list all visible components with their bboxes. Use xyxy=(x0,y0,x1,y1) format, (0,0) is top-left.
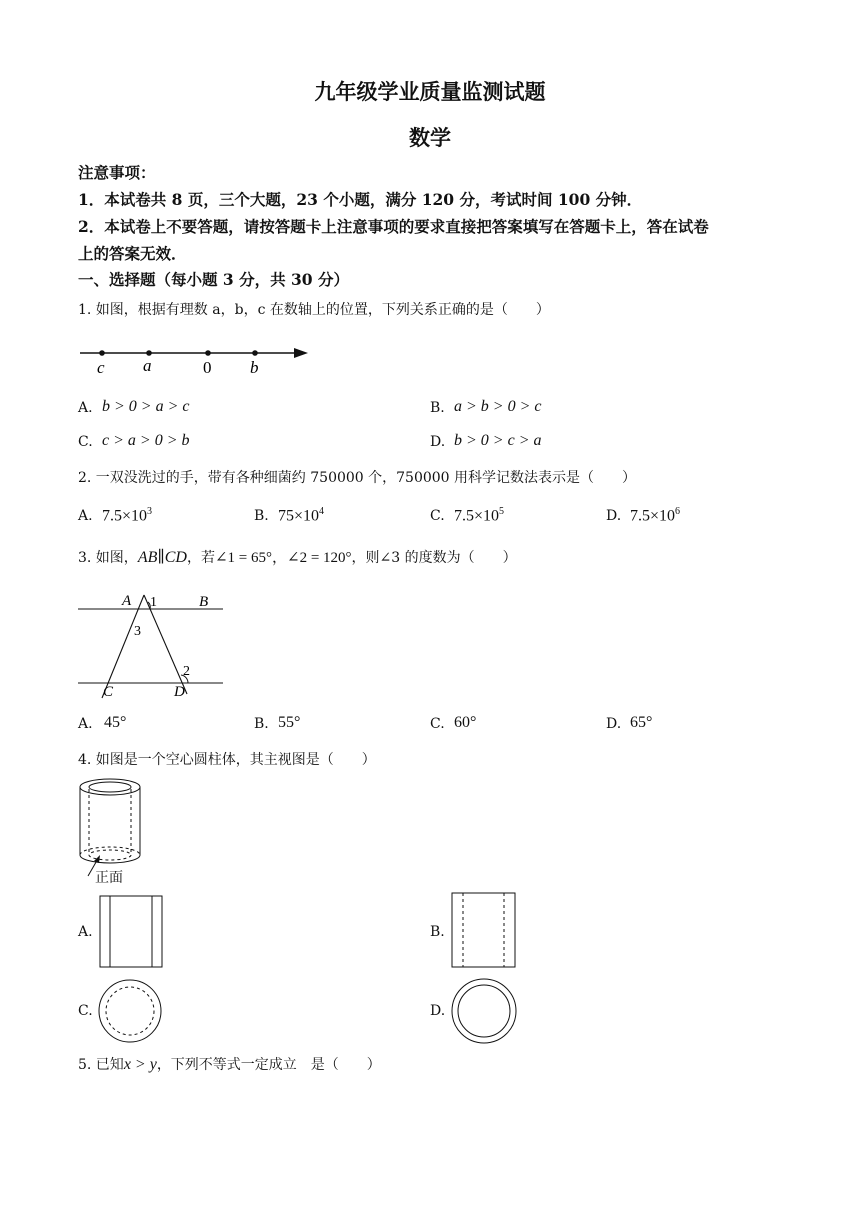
q2-option-d-text: $7.5\times 10^6$ xyxy=(630,506,681,525)
axis-label-zero: 0 xyxy=(203,358,212,377)
option-c-outer-circle xyxy=(99,980,161,1042)
q4-option-d-figure xyxy=(450,978,520,1046)
q1-stem: 1. 如图，根据有理数 a，b，c 在数轴上的位置，下列关系正确的是（ ） xyxy=(78,302,550,318)
q3-option-b-label: B. xyxy=(254,716,269,732)
q4-option-a-label: A. xyxy=(78,924,93,940)
section-heading: 一、选择题（每小题 3 分，共 30 分） xyxy=(78,270,349,289)
q4-option-d-label: D. xyxy=(430,1003,446,1019)
q1-option-c-text: c > a > 0 > b xyxy=(102,432,190,449)
option-d-inner-circle xyxy=(458,985,510,1037)
q2-stem: 2. 一双没洗过的手，带有各种细菌约 750000 个，750000 用科学记数法表示是（ ） xyxy=(78,470,637,486)
q1-option-d-text: b > 0 > c > a xyxy=(454,432,542,449)
q2-option-b-label: B. xyxy=(254,508,269,524)
notice-heading: 注意事项： xyxy=(78,163,156,182)
option-b-outer-rect xyxy=(452,893,515,967)
q3-option-c-label: C. xyxy=(430,716,445,732)
q1-option-a-text: b > 0 > a > c xyxy=(102,398,190,415)
option-c-inner-dashed-circle xyxy=(106,987,154,1035)
q2-option-d-label: D. xyxy=(606,508,622,524)
q3-stem-math1: AB∥CD xyxy=(137,549,187,566)
q4-option-c-figure xyxy=(97,978,165,1046)
cylinder-bottom-inner xyxy=(89,850,131,860)
q3-option-a-text: 45° xyxy=(104,714,127,731)
front-view-label: 正面 xyxy=(95,870,123,886)
point-b xyxy=(252,350,258,356)
label-b: B xyxy=(199,594,209,610)
notice-item-1: 1．本试卷共 8 页，三个大题，23 个小题，满分 120 分，考试时间 100 分钟． xyxy=(78,190,643,209)
q4-option-c-label: C. xyxy=(78,1003,93,1019)
q2-option-a-exp: 3 xyxy=(147,506,153,517)
label-1: 1 xyxy=(150,595,157,610)
point-c xyxy=(99,350,105,356)
q3-option-d-text: 65° xyxy=(630,714,653,731)
q5-stem-prefix: 5. 已知 xyxy=(78,1057,124,1073)
q3-parallel-lines-figure xyxy=(78,588,238,703)
q1-option-b-text: a > b > 0 > c xyxy=(454,398,542,415)
q3-option-b-text: 55° xyxy=(278,714,301,731)
q2-option-b-exp: 4 xyxy=(319,506,325,517)
q3-option-a-label: A. xyxy=(78,716,93,732)
q4-stem: 4. 如图是一个空心圆柱体，其主视图是（ ） xyxy=(78,752,376,768)
q1-number-line xyxy=(78,340,318,380)
label-3: 3 xyxy=(134,624,141,639)
q4-option-a-figure xyxy=(98,895,166,970)
q3-stem xyxy=(78,546,517,567)
axis-label-a: a xyxy=(143,356,152,375)
axis-label-c: c xyxy=(97,358,105,377)
q1-option-b-label: B. xyxy=(430,400,445,416)
q3-stem-mid: ，若 xyxy=(186,550,215,566)
notice-item-2-line2: 上的答案无效． xyxy=(78,244,187,263)
q3-stem-prefix: 3. 如图， xyxy=(78,550,138,566)
q4-option-b-label: B. xyxy=(430,924,445,940)
q2-option-a-label: A. xyxy=(78,508,93,524)
label-c: C xyxy=(103,684,114,700)
subject-title: 数学 xyxy=(409,125,451,150)
page-title: 九年级学业质量监测试题 xyxy=(314,79,546,104)
option-d-outer-circle xyxy=(452,979,516,1043)
q4-option-b-figure xyxy=(450,892,518,969)
q5-stem-math: x > y xyxy=(123,1056,157,1073)
option-a-outer-rect xyxy=(100,896,162,967)
label-2: 2 xyxy=(183,664,190,679)
q3-option-d-label: D. xyxy=(606,716,622,732)
axis-label-b: b xyxy=(250,358,259,377)
q3-stem-suffix: ，则∠3 的度数为（ ） xyxy=(351,550,517,566)
point-zero xyxy=(205,350,211,356)
label-d: D xyxy=(174,684,185,700)
q2-option-c-text: $7.5\times 10^5$ xyxy=(454,506,505,525)
q1-option-d-label: D. xyxy=(430,434,446,450)
q3-stem-math2: ∠1 = 65°，∠2 = 120° xyxy=(214,550,352,566)
q1-option-a-label: A. xyxy=(78,400,93,416)
notice-item-2-line1: 2．本试卷上不要答题，请按答题卡上注意事项的要求直接把答案填写在答题卡上，答在试卷 xyxy=(78,217,709,236)
label-a: A xyxy=(122,593,132,609)
number-line-arrow xyxy=(294,348,308,358)
cylinder-top-inner xyxy=(89,782,131,792)
q2-option-a-text: $7.5\times 10^3$ xyxy=(102,506,153,525)
q2-option-c-label: C. xyxy=(430,508,445,524)
q5-stem-suffix: ，下列不等式一定成立 是（ ） xyxy=(156,1057,381,1073)
q1-option-c-label: C. xyxy=(78,434,93,450)
point-a xyxy=(146,350,152,356)
q5-stem xyxy=(78,1054,381,1074)
q3-option-c-text: 60° xyxy=(454,714,477,731)
q2-option-b-text: $75\times 10^4$ xyxy=(278,506,325,525)
q2-option-c-exp: 5 xyxy=(499,506,505,517)
q2-option-d-exp: 6 xyxy=(675,506,681,517)
